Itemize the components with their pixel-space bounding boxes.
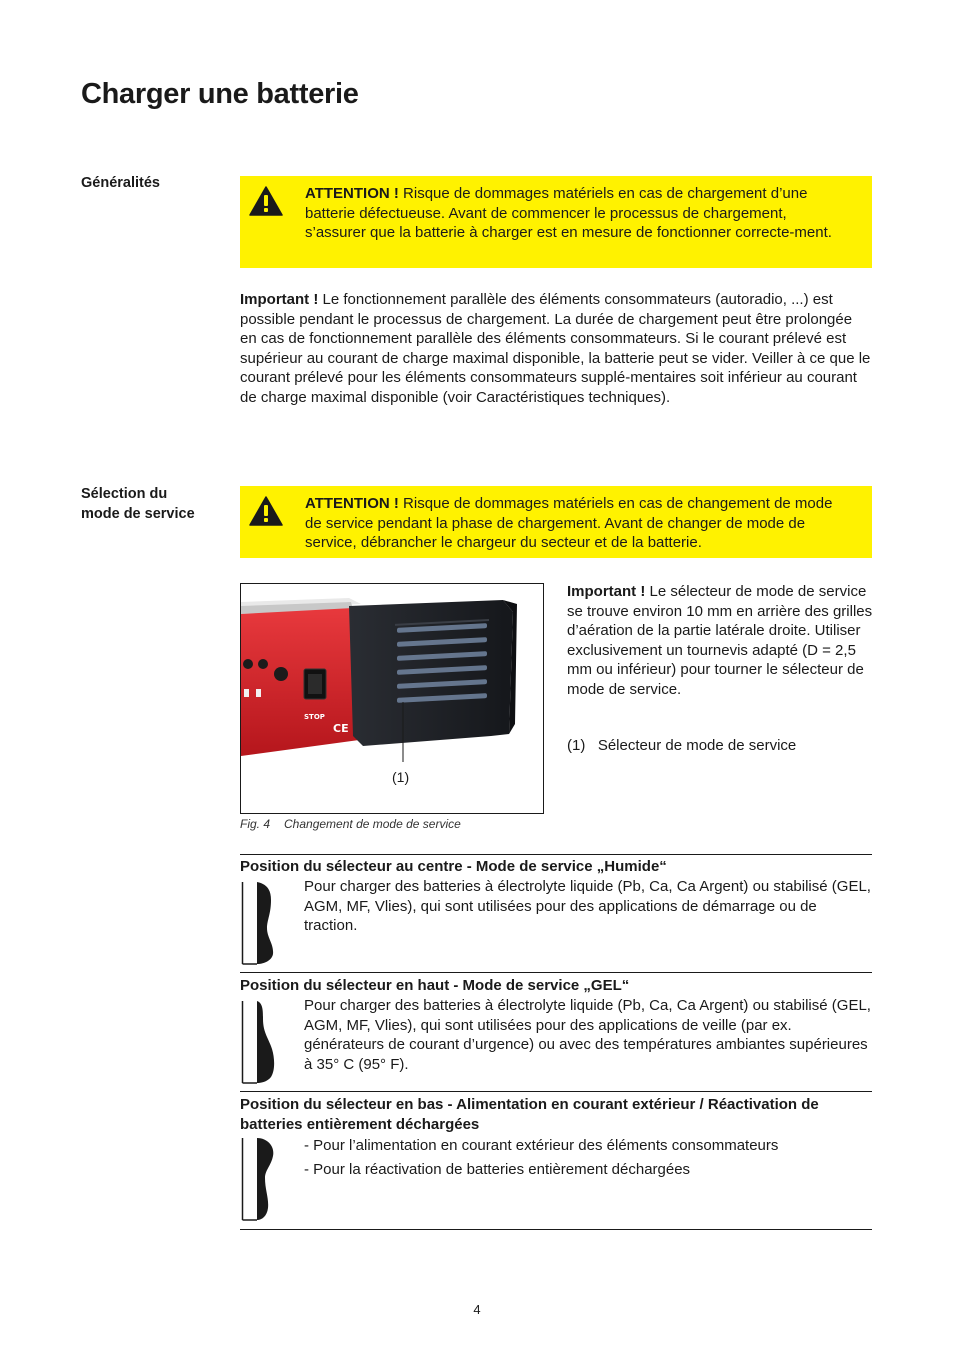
page-number: 4: [473, 1302, 481, 1317]
divider: [240, 854, 872, 855]
figure-caption: [240, 817, 461, 831]
stop-label: STOP: [304, 713, 325, 721]
important-text: Le fonctionnement parallèle des éléments consommateurs (autoradio, ...) est possible pendant le processus de chargement. La durée de chargement peut être prolongée en cas de fonctionnement parallèle des éléments consommateurs. Si le courant prélevé est supérieur au courant de charge maximal disponible, la batterie peut se vider. Veiller à ce que le courant prélevé pour les éléments consommateurs supplé-mentaires soit inférieur au courant de charge maximal disponible (voir Caractéristiques techniques).: [240, 291, 871, 406]
section-heading-line-1: Sélection du: [81, 486, 168, 502]
position-bottom-title: Position du sélecteur en bas - Alimentation en courant extérieur / Réactivation de batteries entièrement déchargées: [240, 1096, 819, 1133]
position-top-title: Position du sélecteur en haut - Mode de service „GEL“: [240, 977, 630, 994]
important-label: Important !: [240, 291, 319, 308]
section-heading-line-2: mode de service: [81, 505, 195, 522]
warning-box-defective-battery: [240, 176, 872, 268]
charger-illustration: [241, 584, 543, 813]
divider: [240, 1229, 872, 1230]
warning-label: ATTENTION !: [305, 495, 399, 512]
divider: [240, 972, 872, 973]
figure-legend: (1) Sélecteur de mode de service: [567, 737, 797, 754]
warning-label: ATTENTION !: [305, 185, 399, 202]
front-knob: [258, 659, 268, 669]
section-heading-generalites: Généralités: [81, 175, 160, 191]
position-center-text: Pour charger des batteries à électrolyte liquide (Pb, Ca, Ca Argent) ou stabilisé (GEL, AGM, MF, Vlies), qui sont utilisées pour des applications de démarrage ou de traction.: [304, 878, 871, 934]
position-bottom-bullet-2: - Pour la réactivation de batteries entièrement déchargées: [304, 1161, 691, 1178]
front-knob: [274, 667, 288, 681]
divider: [240, 1091, 872, 1092]
position-bottom-bullet-1: - Pour l’alimentation en courant extérieur des éléments consommateurs: [304, 1137, 779, 1154]
figure-number: Fig. 4: [240, 817, 271, 831]
important-note-selector: [567, 582, 877, 699]
warning-triangle-icon: [249, 186, 283, 216]
important-label: Important !: [567, 583, 646, 600]
important-text: Le sélecteur de mode de service se trouve environ 10 mm en arrière des grilles d’aération de la partie latérale droite. Utiliser exclusivement un tournevis adapté (D = 2,5 mm ou inférieur) pour tourner le sélecteur de mode de service.: [567, 583, 873, 698]
svg-text:CE: CE: [333, 722, 349, 735]
warning-text: Risque de dommages matériels en cas de changement de mode de service pendant la phase de chargement. Avant de changer de mode de service, débrancher le chargeur du secteur et de la batterie.: [305, 495, 833, 551]
callout-label: (1): [392, 769, 410, 785]
warning-text: Risque de dommages matériels en cas de chargement d’une batterie défectueuse. Avant de commencer le processus de chargement, s’assurer que la batterie à charger est en mesure de fonctionner correcte-ment.: [305, 185, 832, 241]
page-title: Charger une batterie: [81, 78, 359, 110]
selector-center-icon: [241, 880, 277, 966]
position-center-title: Position du sélecteur au centre - Mode de service „Humide“: [240, 858, 667, 875]
selector-bottom-icon: [241, 1136, 277, 1222]
selector-top-icon: [241, 999, 277, 1085]
figure-caption-text: Changement de mode de service: [284, 817, 461, 831]
important-note-parallel-consumers: [240, 290, 872, 407]
position-top-text: Pour charger des batteries à électrolyte liquide (Pb, Ca, Ca Argent) ou stabilisé (GEL, AGM, MF, Vlies), qui sont utilisées pour des applications de veille (par ex. générateurs de courant d’urgence) ou avec des températures ambiantes supérieures à 35° C (95° F).: [304, 997, 871, 1073]
front-knob: [243, 659, 253, 669]
warning-triangle-icon: [249, 496, 283, 526]
section-heading-selection: [81, 485, 195, 524]
warning-box-mode-change: [240, 486, 872, 558]
figure-charger-side: [240, 583, 544, 814]
